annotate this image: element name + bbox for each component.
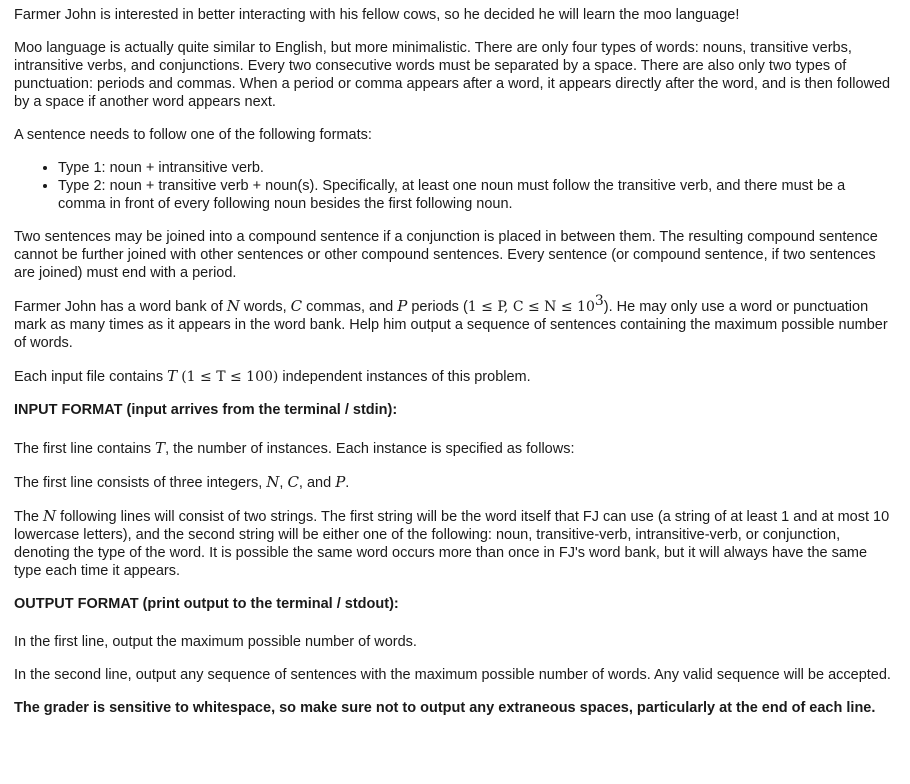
text: independent instances of this problem. bbox=[278, 369, 531, 385]
intro-paragraph: Farmer John is interested in better interacting with his fellow cows, so he decided he will learn the moo language! bbox=[14, 7, 740, 23]
math-p: P bbox=[335, 473, 346, 491]
input-line-2 bbox=[14, 473, 896, 492]
whitespace-warning: The grader is sensitive to whitespace, so make sure not to output any extraneous spaces, particularly at the end of each line. bbox=[14, 700, 876, 716]
text: commas, and bbox=[302, 299, 398, 315]
formats-intro: A sentence needs to follow one of the following formats: bbox=[14, 127, 372, 143]
math-n: N bbox=[226, 297, 240, 315]
text: , and bbox=[298, 475, 336, 491]
math-t: T bbox=[155, 439, 166, 457]
text: periods ( bbox=[407, 299, 468, 315]
math-n: N bbox=[43, 507, 57, 525]
text: Each input file contains bbox=[14, 369, 168, 385]
text: The first line contains bbox=[14, 441, 156, 457]
moo-description-paragraph: Moo language is actually quite similar to English, but more minimalistic. There are only four types of words: nouns, transitive verbs, intransitive verbs, and conjunctions. Every two consecutive words must be separated by a space. There are also only two types of punctuation: periods and commas. When a period or comma appears after a word, it appears directly after the word, and is then followed by a space if another word appears next. bbox=[14, 40, 891, 110]
word-bank-paragraph bbox=[14, 293, 896, 352]
output-line-1: In the first line, output the maximum possible number of words. bbox=[14, 634, 417, 650]
input-line-3 bbox=[14, 507, 896, 580]
text: , bbox=[279, 475, 288, 491]
text: Farmer John has a word bank of bbox=[14, 299, 227, 315]
text: words, bbox=[239, 299, 291, 315]
math-constraint: 1 ≤ P, C ≤ N ≤ 10 bbox=[467, 299, 595, 315]
text: ). He may only use a word or punctuation mark as many times as it appears in the word bank. Help him output a sequence of sentences containing the maximum possible number of words. bbox=[14, 299, 888, 351]
text: . bbox=[345, 475, 350, 491]
math-constraint: (1 ≤ T ≤ 100) bbox=[181, 369, 279, 385]
input-line-1 bbox=[14, 439, 896, 458]
input-format-heading: INPUT FORMAT (input arrives from the terminal / stdin): bbox=[14, 402, 398, 418]
instances-paragraph bbox=[14, 367, 896, 386]
math-c: C bbox=[287, 473, 299, 491]
formats-list bbox=[14, 159, 896, 213]
format-type-2: • Type 2: noun + transitive verb + noun(s). Specifically, at least one noun must follow the transitive verb, and there must be a comma in front of every following noun besides the first following noun. bbox=[58, 177, 896, 213]
math-t: T bbox=[167, 367, 178, 385]
text: following lines will consist of two strings. The first string will be the word itself that FJ can use (a string of at least 1 and at most 10 lowercase letters), and the second string will be either one of the following: noun, transitive-verb, intransitive-verb, or conjunction, denoting the type of the word. It is possible the same word occurs more than once in FJ's word bank, but it will always have the same type each time it appears. bbox=[14, 509, 890, 579]
text: The first line consists of three integers, bbox=[14, 475, 267, 491]
text: The bbox=[14, 509, 44, 525]
math-c: C bbox=[290, 297, 303, 315]
math-p: P bbox=[397, 297, 408, 315]
math-exponent: 3 bbox=[594, 293, 604, 310]
output-format-heading: OUTPUT FORMAT (print output to the terminal / stdout): bbox=[14, 596, 399, 612]
compound-paragraph: Two sentences may be joined into a compound sentence if a conjunction is placed in between them. The resulting compound sentence cannot be further joined with other sentences or other compound sentences. Every sentence (or compound sentence, if two sentences are joined) must end with a period. bbox=[14, 229, 878, 281]
format-type-1: • Type 1: noun + intransitive verb. bbox=[58, 159, 896, 177]
text: , the number of instances. Each instance is specified as follows: bbox=[165, 441, 575, 457]
math-n: N bbox=[266, 473, 280, 491]
output-line-2: In the second line, output any sequence of sentences with the maximum possible number of words. Any valid sequence will be accepted. bbox=[14, 667, 891, 683]
